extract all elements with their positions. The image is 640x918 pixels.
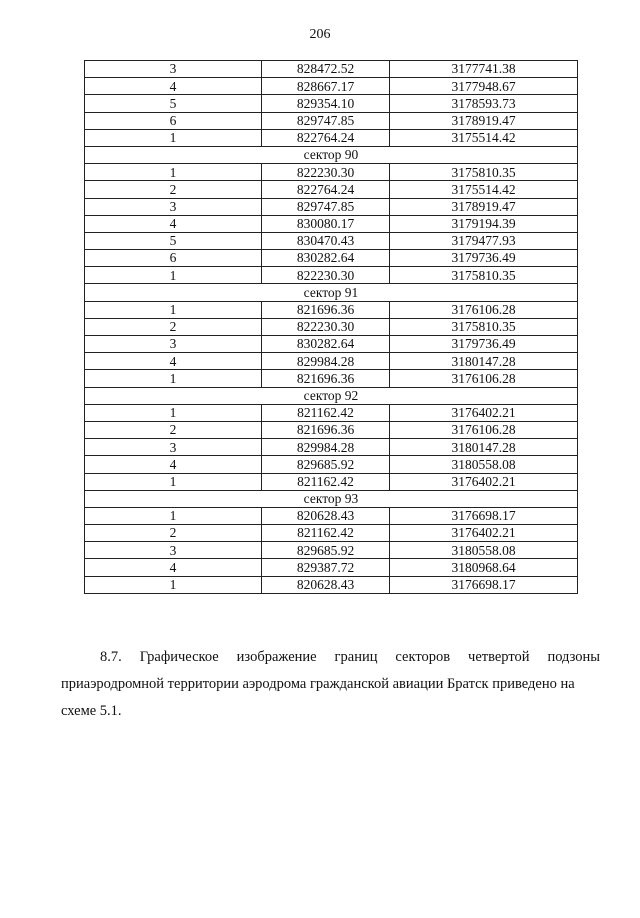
table-row <box>85 78 578 95</box>
point-number-cell: 4 <box>85 78 262 95</box>
table-row <box>85 576 578 593</box>
table-row <box>85 181 578 198</box>
sector-label: сектор 93 <box>85 490 578 507</box>
y-coordinate-cell: 3180558.08 <box>390 456 578 473</box>
x-coordinate-cell: 821696.36 <box>262 370 390 387</box>
y-coordinate-cell: 3179477.93 <box>390 232 578 249</box>
point-number-cell: 1 <box>85 576 262 593</box>
y-coordinate-cell: 3177948.67 <box>390 78 578 95</box>
sector-label: сектор 92 <box>85 387 578 404</box>
point-number-cell: 4 <box>85 456 262 473</box>
y-coordinate-cell: 3176402.21 <box>390 473 578 490</box>
x-coordinate-cell: 821162.42 <box>262 525 390 542</box>
point-number-cell: 6 <box>85 250 262 267</box>
table-row <box>85 456 578 473</box>
point-number-cell: 1 <box>85 164 262 181</box>
point-number-cell: 4 <box>85 215 262 232</box>
x-coordinate-cell: 822230.30 <box>262 164 390 181</box>
point-number-cell: 1 <box>85 370 262 387</box>
table-row <box>85 164 578 181</box>
y-coordinate-cell: 3176402.21 <box>390 404 578 421</box>
table-row <box>85 439 578 456</box>
x-coordinate-cell: 821162.42 <box>262 404 390 421</box>
x-coordinate-cell: 821696.36 <box>262 421 390 438</box>
y-coordinate-cell: 3176402.21 <box>390 525 578 542</box>
table-row <box>85 129 578 146</box>
coordinates-table-body <box>85 61 578 594</box>
table-row <box>85 404 578 421</box>
y-coordinate-cell: 3180968.64 <box>390 559 578 576</box>
paragraph-line-2: приаэродромной территории аэродрома гражданской авиации Братск приведено на <box>61 676 575 692</box>
table-row <box>85 267 578 284</box>
x-coordinate-cell: 829747.85 <box>262 198 390 215</box>
point-number-cell: 5 <box>85 95 262 112</box>
x-coordinate-cell: 830282.64 <box>262 336 390 353</box>
table-row <box>85 559 578 576</box>
y-coordinate-cell: 3180147.28 <box>390 439 578 456</box>
table-row <box>85 421 578 438</box>
x-coordinate-cell: 830470.43 <box>262 232 390 249</box>
table-row <box>85 198 578 215</box>
table-row <box>85 301 578 318</box>
y-coordinate-cell: 3175810.35 <box>390 164 578 181</box>
y-coordinate-cell: 3178919.47 <box>390 112 578 129</box>
sector-label: сектор 91 <box>85 284 578 301</box>
y-coordinate-cell: 3180147.28 <box>390 353 578 370</box>
table-row <box>85 250 578 267</box>
y-coordinate-cell: 3178593.73 <box>390 95 578 112</box>
point-number-cell: 1 <box>85 267 262 284</box>
point-number-cell: 3 <box>85 336 262 353</box>
x-coordinate-cell: 829354.10 <box>262 95 390 112</box>
x-coordinate-cell: 829984.28 <box>262 353 390 370</box>
table-row <box>85 112 578 129</box>
point-number-cell: 1 <box>85 473 262 490</box>
point-number-cell: 3 <box>85 439 262 456</box>
y-coordinate-cell: 3179736.49 <box>390 250 578 267</box>
y-coordinate-cell: 3175810.35 <box>390 267 578 284</box>
x-coordinate-cell: 829747.85 <box>262 112 390 129</box>
y-coordinate-cell: 3175810.35 <box>390 318 578 335</box>
x-coordinate-cell: 820628.43 <box>262 576 390 593</box>
table-row <box>85 215 578 232</box>
table-row <box>85 61 578 78</box>
table-row <box>85 353 578 370</box>
point-number-cell: 2 <box>85 525 262 542</box>
table-row <box>85 95 578 112</box>
paragraph-line-3: схеме 5.1. <box>61 703 122 719</box>
x-coordinate-cell: 829387.72 <box>262 559 390 576</box>
table-row <box>85 336 578 353</box>
point-number-cell: 2 <box>85 421 262 438</box>
y-coordinate-cell: 3175514.42 <box>390 181 578 198</box>
sector-header-row <box>85 146 578 163</box>
y-coordinate-cell: 3179736.49 <box>390 336 578 353</box>
sector-header-row <box>85 490 578 507</box>
table-row <box>85 473 578 490</box>
x-coordinate-cell: 822764.24 <box>262 129 390 146</box>
y-coordinate-cell: 3176698.17 <box>390 576 578 593</box>
point-number-cell: 2 <box>85 181 262 198</box>
section-paragraph <box>61 644 600 725</box>
x-coordinate-cell: 821162.42 <box>262 473 390 490</box>
coordinates-table <box>84 60 578 594</box>
y-coordinate-cell: 3176106.28 <box>390 301 578 318</box>
x-coordinate-cell: 828667.17 <box>262 78 390 95</box>
x-coordinate-cell: 822230.30 <box>262 318 390 335</box>
table-row <box>85 232 578 249</box>
sector-header-row <box>85 284 578 301</box>
y-coordinate-cell: 3176698.17 <box>390 507 578 524</box>
point-number-cell: 6 <box>85 112 262 129</box>
y-coordinate-cell: 3178919.47 <box>390 198 578 215</box>
table-row <box>85 542 578 559</box>
x-coordinate-cell: 822230.30 <box>262 267 390 284</box>
table-row <box>85 370 578 387</box>
y-coordinate-cell: 3180558.08 <box>390 542 578 559</box>
table-row <box>85 507 578 524</box>
y-coordinate-cell: 3176106.28 <box>390 370 578 387</box>
point-number-cell: 4 <box>85 559 262 576</box>
point-number-cell: 3 <box>85 61 262 78</box>
x-coordinate-cell: 820628.43 <box>262 507 390 524</box>
x-coordinate-cell: 821696.36 <box>262 301 390 318</box>
sector-label: сектор 90 <box>85 146 578 163</box>
y-coordinate-cell: 3175514.42 <box>390 129 578 146</box>
point-number-cell: 3 <box>85 198 262 215</box>
point-number-cell: 2 <box>85 318 262 335</box>
point-number-cell: 3 <box>85 542 262 559</box>
point-number-cell: 1 <box>85 404 262 421</box>
point-number-cell: 4 <box>85 353 262 370</box>
x-coordinate-cell: 822764.24 <box>262 181 390 198</box>
x-coordinate-cell: 830080.17 <box>262 215 390 232</box>
y-coordinate-cell: 3176106.28 <box>390 421 578 438</box>
point-number-cell: 1 <box>85 507 262 524</box>
x-coordinate-cell: 829685.92 <box>262 456 390 473</box>
point-number-cell: 1 <box>85 301 262 318</box>
x-coordinate-cell: 829984.28 <box>262 439 390 456</box>
table-row <box>85 525 578 542</box>
table-row <box>85 318 578 335</box>
x-coordinate-cell: 828472.52 <box>262 61 390 78</box>
paragraph-line-1: 8.7. Графическое изображение границ секторов четвертой подзоны <box>100 649 600 665</box>
x-coordinate-cell: 830282.64 <box>262 250 390 267</box>
page-number: 206 <box>309 27 331 42</box>
point-number-cell: 5 <box>85 232 262 249</box>
y-coordinate-cell: 3177741.38 <box>390 61 578 78</box>
sector-header-row <box>85 387 578 404</box>
point-number-cell: 1 <box>85 129 262 146</box>
y-coordinate-cell: 3179194.39 <box>390 215 578 232</box>
x-coordinate-cell: 829685.92 <box>262 542 390 559</box>
